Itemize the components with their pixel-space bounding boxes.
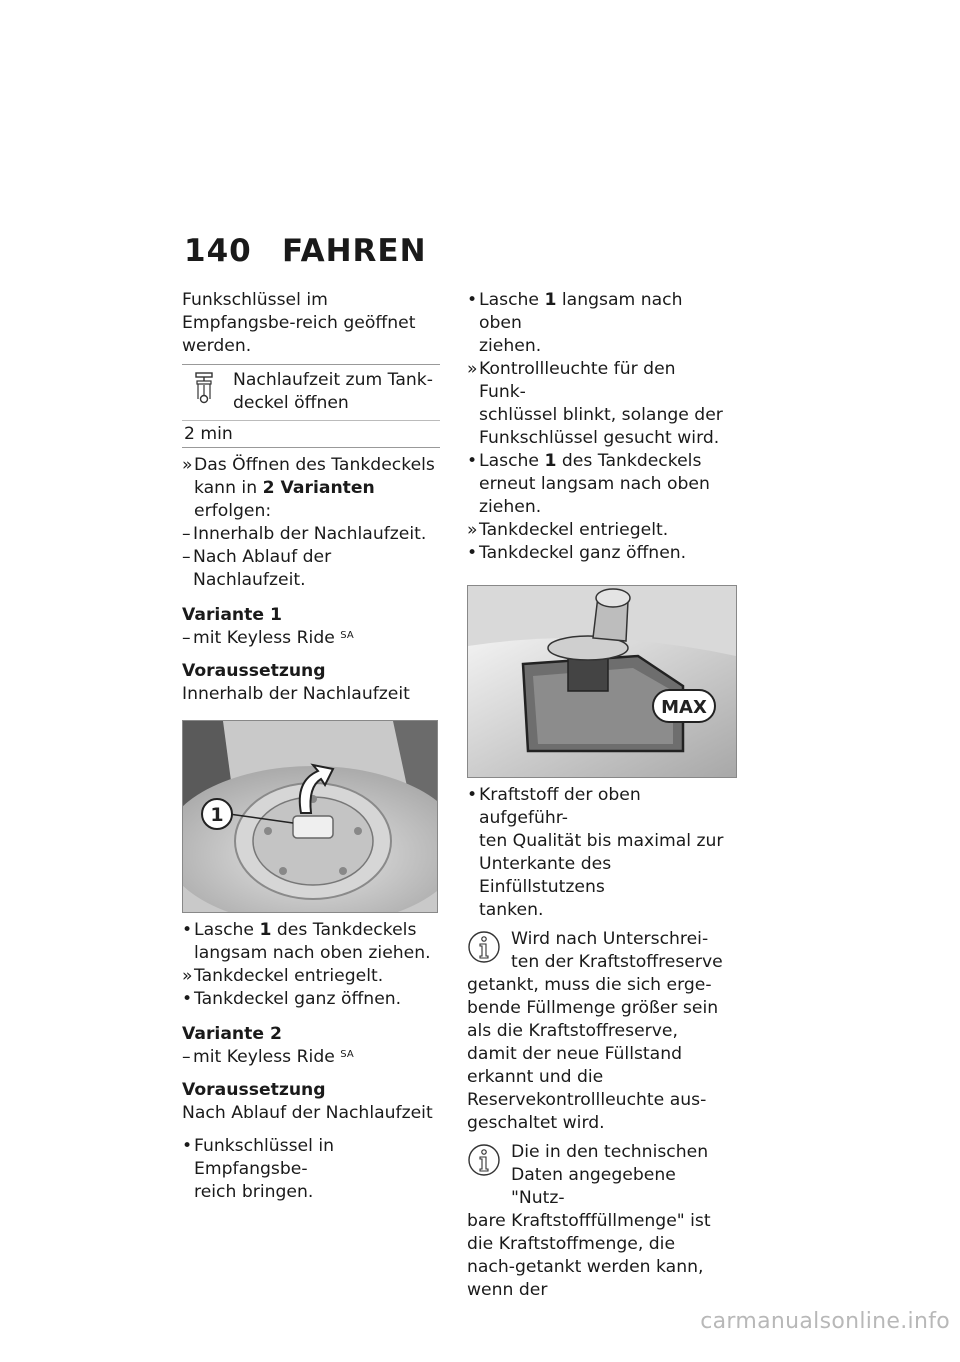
time-table-label-line2: deckel öffnen xyxy=(233,393,349,413)
dash-item: – Nach Ablauf der Nachlaufzeit. xyxy=(182,547,332,590)
callout-ref: 1 xyxy=(544,290,557,310)
result-text: Tankdeckel entriegelt. xyxy=(194,966,384,986)
watermark: carmanualsonline.info xyxy=(700,1309,950,1334)
step-item: • Lasche 1 des Tankdeckels erneut langsam nach oben ziehen. xyxy=(467,450,725,519)
variant-2-condition: – mit Keyless Ride $^{SA}$ xyxy=(182,1047,354,1067)
result-marker: » xyxy=(182,455,193,475)
step-text: Funkschlüssel in Empfangsbe- xyxy=(194,1136,335,1179)
step-text: ten Qualität bis maximal zur xyxy=(479,831,724,851)
step-text: ziehen. xyxy=(479,336,542,356)
step-text: Tankdeckel ganz öffnen. xyxy=(194,989,402,1009)
info-icon xyxy=(467,930,501,964)
info-icon xyxy=(467,1143,501,1177)
sa-superscript: SA xyxy=(340,1049,354,1060)
right-column xyxy=(467,289,725,1302)
tank-filler-figure xyxy=(467,585,737,778)
chapter-title: FAHREN xyxy=(282,233,427,269)
max-label: MAX xyxy=(661,697,707,718)
variant-2-heading: Variante 2 xyxy=(182,1024,282,1044)
step-text: des Tankdeckels xyxy=(561,451,702,471)
result-item xyxy=(182,454,440,523)
result-item: » Tankdeckel entriegelt. xyxy=(182,966,384,986)
step-item: • Lasche 1 langsam nach oben ziehen. xyxy=(467,289,725,358)
stopwatch-icon xyxy=(194,372,214,404)
page-number: 140 xyxy=(184,233,252,269)
callout-ref: 1 xyxy=(259,920,272,940)
result-text: erfolgen: xyxy=(194,501,272,521)
bullet: • xyxy=(182,920,193,940)
step-item xyxy=(182,919,440,965)
info-text: getankt, muss die sich erge-bende Füllmenge größer sein als die Kraftstoffreserve, damit der neue Füllstand erkannt und die Reservekontrollleuchte aus-geschaltet wird. xyxy=(467,975,719,1133)
condition-text: mit Keyless Ride xyxy=(193,628,335,648)
fuel-cap-figure xyxy=(182,720,438,913)
step-text: Lasche xyxy=(479,451,539,471)
fuel-cap-illustration xyxy=(183,721,437,912)
time-table-label-row xyxy=(182,365,440,420)
info-note xyxy=(467,1141,725,1302)
step-text: Unterkante des Einfüllstutzens xyxy=(479,854,612,897)
requirement-text: Innerhalb der Nachlaufzeit xyxy=(182,684,410,704)
result-line xyxy=(194,477,440,523)
callout-1: 1 xyxy=(210,804,224,826)
step-item: • Tankdeckel ganz öffnen. xyxy=(182,989,402,1009)
result-text: schlüssel blinkt, solange der xyxy=(479,405,723,425)
info-text: ten der Kraftstoffreserve xyxy=(511,952,723,972)
variant-1-condition: – mit Keyless Ride $^{SA}$ xyxy=(182,628,354,648)
dash-text: Innerhalb der Nachlaufzeit. xyxy=(193,524,427,544)
result-text: Funkschlüssel gesucht wird. xyxy=(479,428,720,448)
step-text: reich bringen. xyxy=(194,1182,314,1202)
page-header xyxy=(184,233,427,269)
requirement-text: Nach Ablauf der Nachlaufzeit xyxy=(182,1103,433,1123)
step-text: langsam nach oben ziehen. xyxy=(194,943,431,963)
requirement-heading: Voraussetzung xyxy=(182,1080,326,1100)
info-text: Wird nach Unterschrei- xyxy=(511,929,709,949)
info-text: Die in den technischen xyxy=(511,1142,709,1162)
callout-ref: 1 xyxy=(544,451,557,471)
result-text: Tankdeckel entriegelt. xyxy=(479,520,669,540)
result-item: » Kontrollleuchte für den Funk- schlüssel blinkt, solange der Funkschlüssel gesucht wird. xyxy=(467,358,725,450)
result-text: Kontrollleuchte für den Funk- xyxy=(479,359,676,402)
result-line: Das Öffnen des Tankdeckels xyxy=(194,455,435,475)
intro-text: Funkschlüssel im Empfangsbe-reich geöffnet werden. xyxy=(182,290,416,356)
result-text: kann in xyxy=(194,478,258,498)
step-text: langsam nach oben xyxy=(479,290,683,333)
step-text: tanken. xyxy=(479,900,544,920)
result-item: » Tankdeckel entriegelt. xyxy=(467,520,669,540)
step-item: • Kraftstoff der oben aufgeführ- ten Qualität bis maximal zur Unterkante des Einfüllstutzens tanken. xyxy=(467,785,724,920)
step-text: Tankdeckel ganz öffnen. xyxy=(479,543,687,563)
variant-1-heading: Variante 1 xyxy=(182,605,282,625)
sa-superscript: SA xyxy=(340,630,354,641)
step-item: • Tankdeckel ganz öffnen. xyxy=(467,543,687,563)
condition-text: mit Keyless Ride xyxy=(193,1047,335,1067)
time-table-value: 2 min xyxy=(182,420,440,447)
tank-filler-illustration xyxy=(468,586,736,777)
dash-item: – Innerhalb der Nachlaufzeit. xyxy=(182,524,427,544)
step-text: Kraftstoff der oben aufgeführ- xyxy=(479,785,641,828)
dash-text: Nach Ablauf der Nachlaufzeit. xyxy=(193,547,332,590)
step-text: des Tankdeckels xyxy=(276,920,417,940)
step-item: • Funkschlüssel in Empfangsbe- reich bringen. xyxy=(182,1135,440,1204)
info-text: bare Kraftstofffüllmenge" ist die Kraftstoffmenge, die nach-getankt werden kann, wenn der xyxy=(467,1211,711,1300)
step-text: erneut langsam nach oben xyxy=(479,474,710,494)
info-text: Daten angegebene "Nutz- xyxy=(511,1165,676,1208)
step-text: Lasche xyxy=(194,920,254,940)
variants-emphasis: 2 Varianten xyxy=(262,478,375,498)
time-table xyxy=(182,364,440,448)
info-note xyxy=(467,928,725,1135)
time-table-label-line1: Nachlaufzeit zum Tank- xyxy=(233,370,433,390)
requirement-heading: Voraussetzung xyxy=(182,661,326,681)
step-text: ziehen. xyxy=(479,497,542,517)
left-column xyxy=(182,289,440,1204)
step-text: Lasche xyxy=(479,290,539,310)
